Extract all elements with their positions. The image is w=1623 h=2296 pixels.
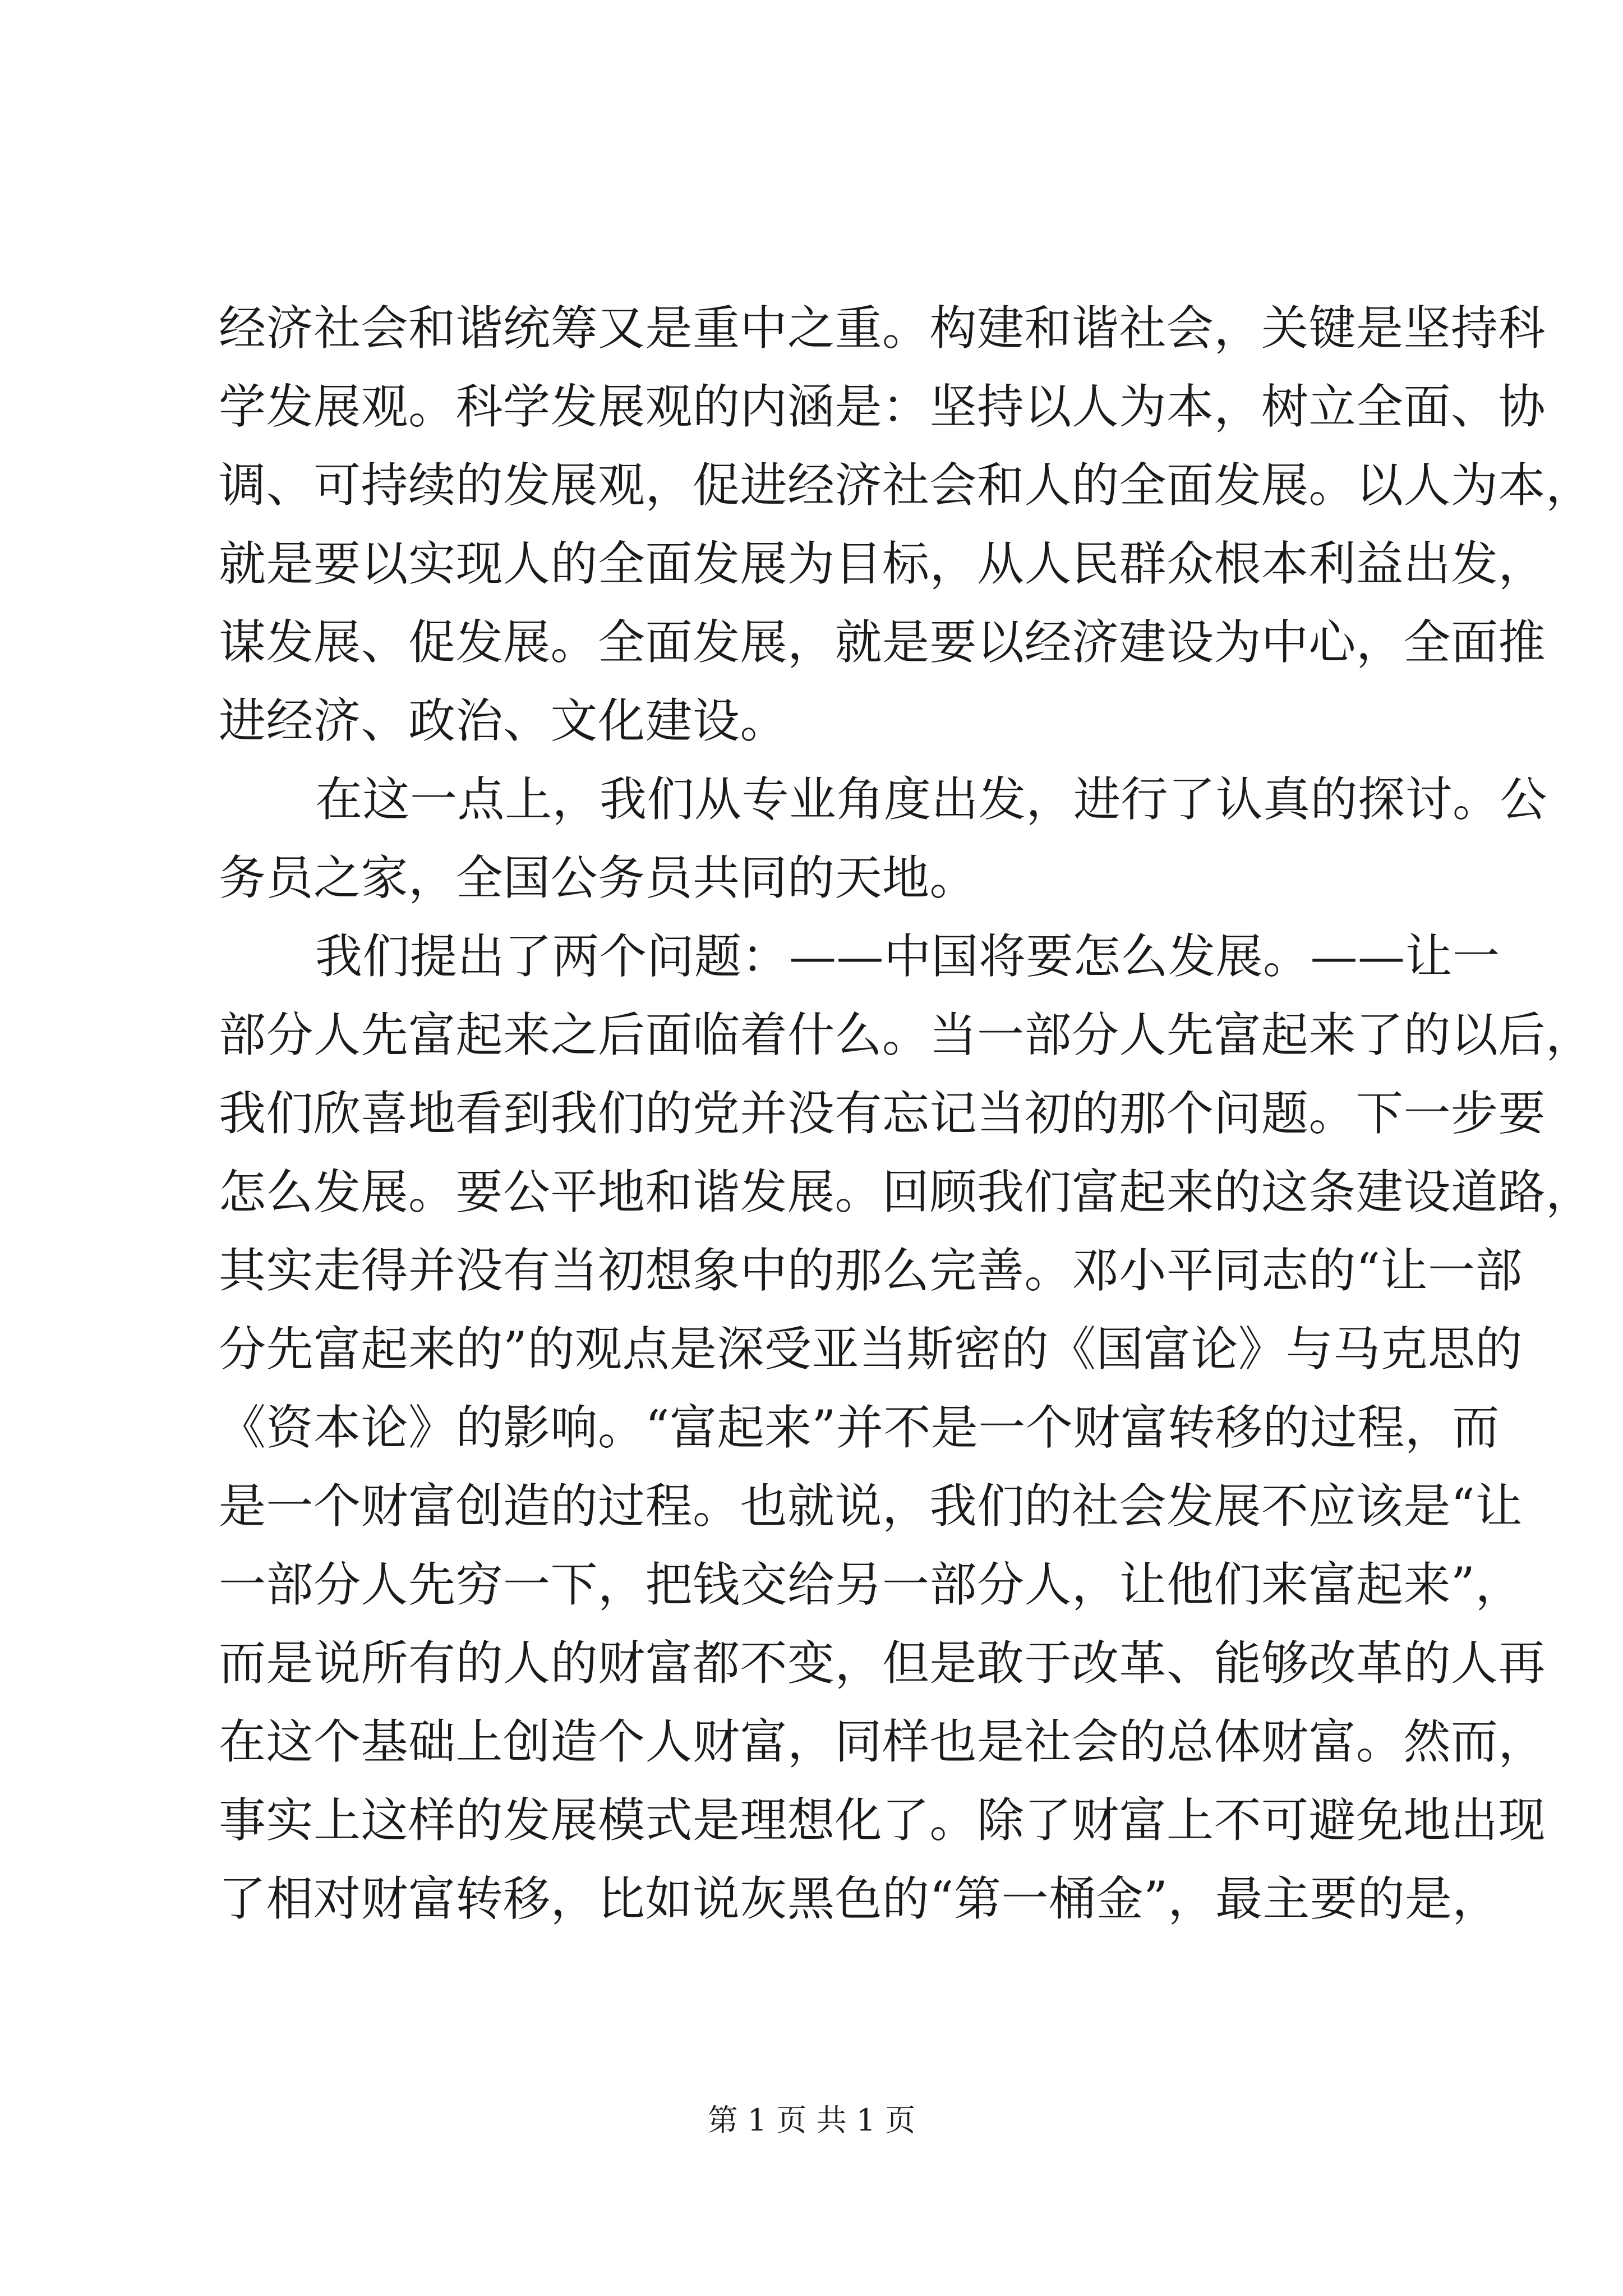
text-line: 谋发展、促发展。全面发展，就是要以经济建设为中心，全面推 [219, 615, 1546, 670]
text-line: 《资本论》的影响。“富起来”并不是一个财富转移的过程，而 [219, 1400, 1500, 1455]
body-text [219, 289, 1593, 1938]
paragraph-3 [219, 917, 1593, 1938]
text-line: 其实走得并没有当初想象中的那么完善。邓小平同志的“让一部 [219, 1243, 1523, 1298]
text-line: 我们提出了两个问题：——中国将要怎么发展。——让一 [315, 929, 1500, 984]
text-line: 是一个财富创造的过程。也就说，我们的社会发展不应该是“让 [219, 1479, 1523, 1534]
text-line: 怎么发展。要公平地和谐发展。回顾我们富起来的这条建设道路， [219, 1165, 1593, 1220]
text-line: 事实上这样的发展模式是理想化了。除了财富上不可避免地出现 [219, 1793, 1546, 1848]
text-line: 学发展观。科学发展观的内涵是：坚持以人为本，树立全面、协 [219, 379, 1546, 434]
text-line: 而是说所有的人的财富都不变，但是敢于改革、能够改革的人再 [219, 1636, 1546, 1691]
text-line: 调、可持续的发展观，促进经济社会和人的全面发展。以人为本， [219, 458, 1593, 513]
text-line: 部分人先富起来之后面临着什么。当一部分人先富起来了的以后， [219, 1007, 1593, 1062]
page-number-label: 第 1 页 共 1 页 [707, 2102, 916, 2138]
text-line: 在这个基础上创造个人财富，同样也是社会的总体财富。然而， [219, 1714, 1546, 1769]
text-line: 我们欣喜地看到我们的党并没有忘记当初的那个问题。下一步要 [219, 1086, 1546, 1141]
text-line: 务员之家，全国公务员共同的天地。 [219, 850, 978, 905]
text-line: 在这一点上，我们从专业角度出发，进行了认真的探讨。公 [315, 772, 1548, 827]
text-line: 进经济、政治、文化建设。 [219, 693, 788, 748]
paragraph-1 [219, 289, 1593, 760]
paragraph-2 [219, 760, 1548, 917]
text-line: 一部分人先穷一下，把钱交给另一部分人，让他们来富起来”， [219, 1557, 1523, 1612]
text-line: 分先富起来的”的观点是深受亚当斯密的《国富论》与马克思的 [219, 1322, 1523, 1377]
text-line: 了相对财富转移，比如说灰黑色的“第一桶金”，最主要的是， [219, 1871, 1500, 1926]
page-footer [0, 2098, 1623, 2143]
text-line: 就是要以实现人的全面发展为目标，从人民群众根本利益出发， [219, 536, 1546, 591]
text-line: 经济社会和谐统筹又是重中之重。构建和谐社会，关键是坚持科 [219, 301, 1546, 356]
